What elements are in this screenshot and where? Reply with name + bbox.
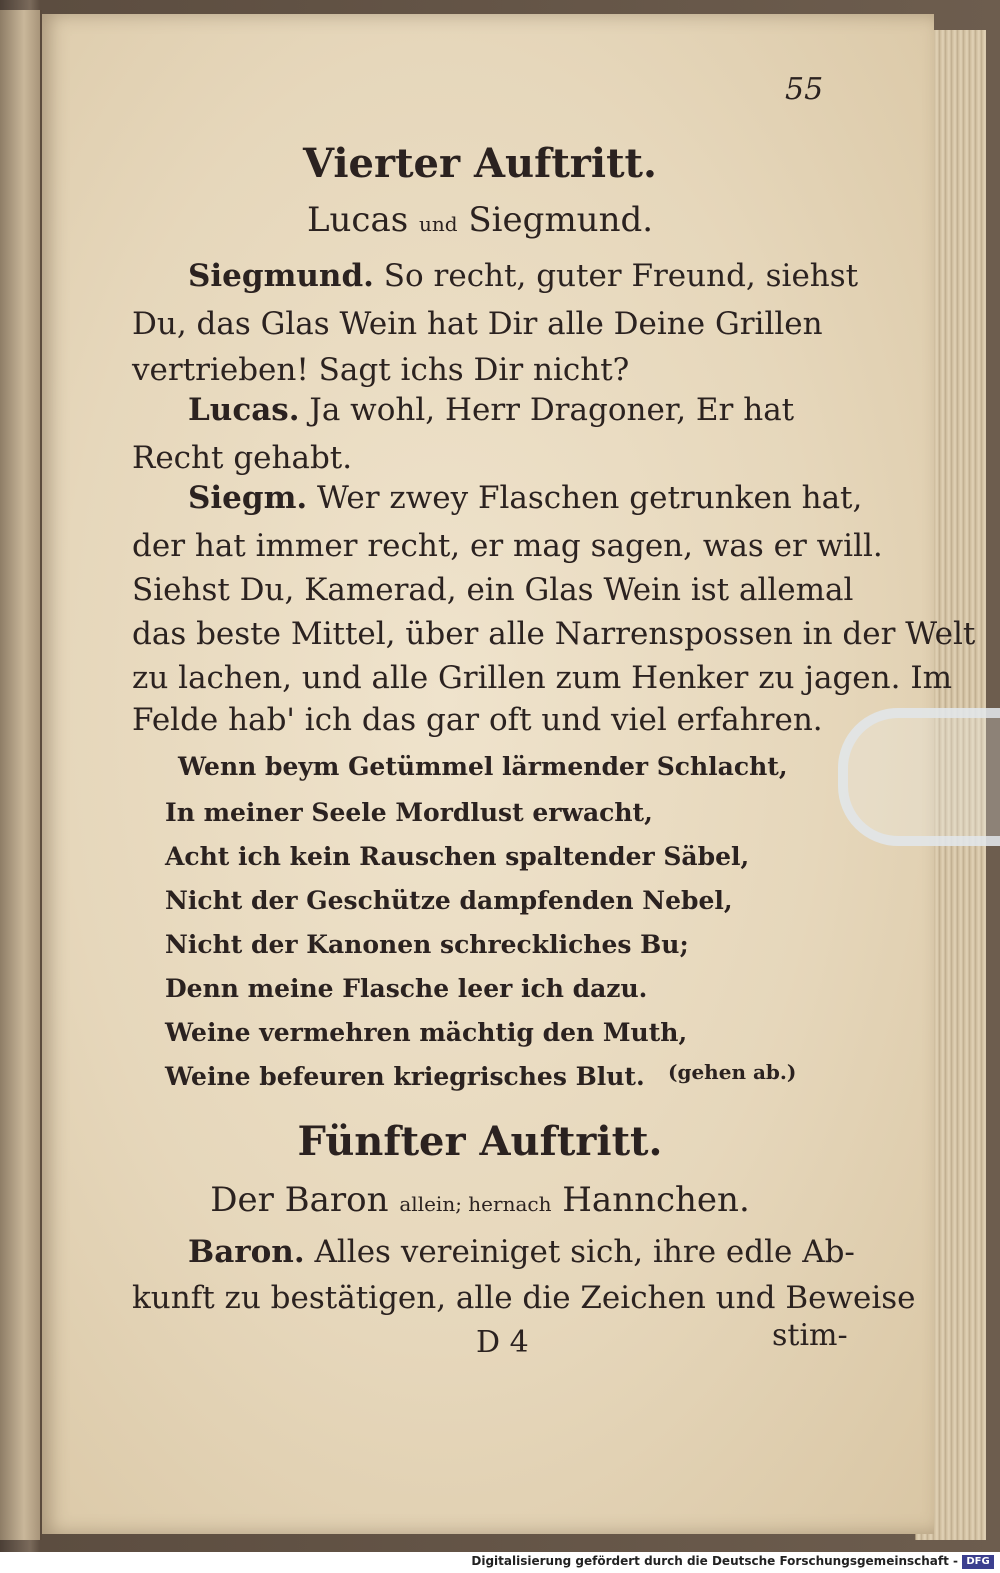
verse-line: Weine vermehren mächtig den Muth, (165, 1018, 688, 1047)
digitization-footer (0, 1552, 1000, 1573)
dialogue-line (188, 258, 858, 294)
verse-line: Denn meine Flasche leer ich dazu. (165, 974, 648, 1003)
signature-mark: D 4 (476, 1325, 529, 1360)
verse-line: In meiner Seele Mordlust erwacht, (165, 798, 653, 827)
dialogue-line (188, 392, 794, 428)
verse-line: Weine befeuren kriegrisches Blut. (165, 1062, 645, 1091)
scene-4-persons (0, 200, 960, 240)
dialogue-line: das beste Mittel, über alle Narrenspossen in der Welt (132, 616, 976, 652)
dialogue-line: Felde hab' ich das gar oft und viel erfahren. (132, 702, 823, 738)
stage-direction: (gehen ab.) (668, 1060, 797, 1084)
speech-text: Wer zwey Flaschen getrunken hat, (317, 480, 863, 516)
verse-line: Nicht der Geschütze dampfenden Nebel, (165, 886, 733, 915)
person-siegmund: Siegmund. (468, 200, 654, 240)
dialogue-line: kunft zu bestätigen, alle die Zeichen und Beweise (132, 1280, 916, 1316)
speech-text: Alles vereiniget sich, ihre edle Ab- (314, 1234, 855, 1270)
dialogue-line: Siehst Du, Kamerad, ein Glas Wein ist allemal (132, 572, 854, 608)
person-hannchen: Hannchen. (562, 1180, 750, 1220)
speaker-name: Siegm. (188, 480, 308, 516)
dfg-logo-icon: DFG (962, 1555, 994, 1569)
speech-text: Ja wohl, Herr Dragoner, Er hat (309, 392, 795, 428)
speaker-name: Baron. (188, 1234, 305, 1270)
page-number: 55 (785, 72, 824, 107)
footer-credit: Digitalisierung gefördert durch die Deutsche Forschungsgemeinschaft - (471, 1554, 958, 1568)
dialogue-line: der hat immer recht, er mag sagen, was er will. (132, 528, 883, 564)
dialogue-line (188, 480, 862, 516)
conjunction-und: und (419, 212, 458, 236)
catchword: stim- (772, 1318, 848, 1353)
speaker-name: Lucas. (188, 392, 300, 428)
verse-line: Wenn beym Getümmel lärmender Schlacht, (178, 752, 788, 781)
scene-heading-5: Fünfter Auftritt. (297, 1118, 663, 1165)
verse-line: Acht ich kein Rauschen spaltender Säbel, (165, 842, 750, 871)
verse-line: Nicht der Kanonen schreckliches Bu; (165, 930, 689, 959)
dialogue-line: vertrieben! Sagt ichs Dir nicht? (132, 352, 630, 388)
stage-note-allein: allein; hernach (399, 1192, 552, 1216)
page-clip (838, 708, 1000, 846)
scene-heading-4: Vierter Auftritt. (303, 140, 657, 187)
dialogue-line: Recht gehabt. (132, 440, 353, 476)
speaker-name: Siegmund. (188, 258, 374, 294)
dialogue-line: zu lachen, und alle Grillen zum Henker zu jagen. Im (132, 660, 952, 696)
dialogue-line (188, 1234, 855, 1270)
dialogue-line: Du, das Glas Wein hat Dir alle Deine Grillen (132, 306, 823, 342)
person-lucas: Lucas (306, 200, 409, 240)
speech-text: So recht, guter Freund, siehst (383, 258, 859, 294)
scene-5-persons (0, 1180, 960, 1220)
person-baron: Der Baron (210, 1180, 389, 1220)
